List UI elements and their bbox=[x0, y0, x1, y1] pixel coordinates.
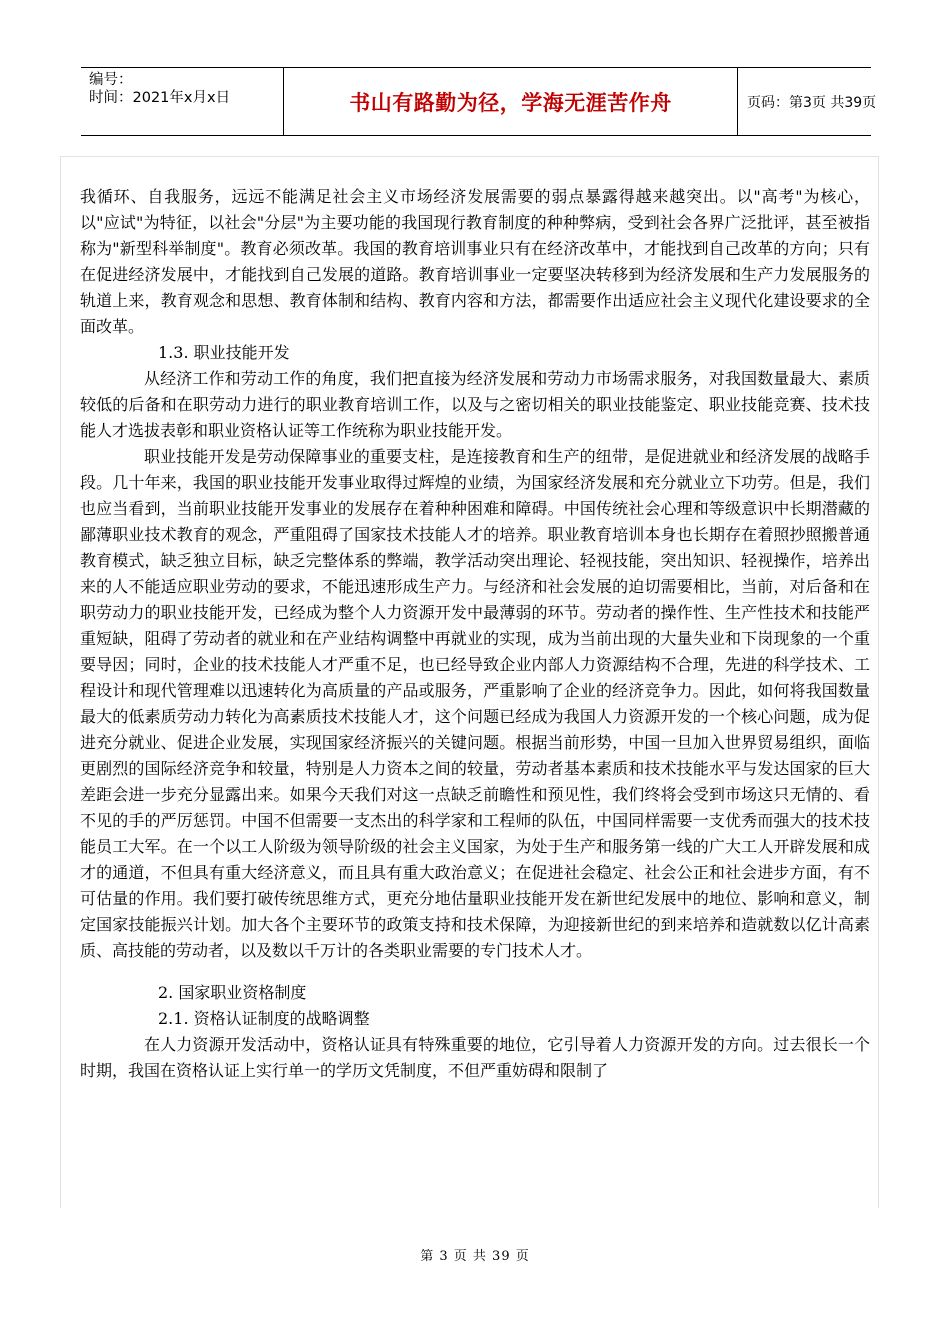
page-footer: 第 3 页 共 39 页 bbox=[420, 1249, 530, 1264]
document-body bbox=[80, 184, 870, 1084]
paragraph: 在人力资源开发活动中，资格认证具有特殊重要的地位，它引导着人力资源开发的方向。过去很长一个时期，我国在资格认证上实行单一的学历文凭制度，不但严重妨碍和限制了 bbox=[80, 1035, 870, 1080]
paragraph: 我循环、自我服务，远远不能满足社会主义市场经济发展需要的弱点暴露得越来越突出。以"高考"为核心，以"应试"为特征，以社会"分层"为主要功能的我国现行教育制度的种种弊病，受到社会各界广泛批评，甚至被指称为"新型科举制度"。教育必须改革。我国的教育培训事业只有在经济改革中，才能找到自己改革的方向；只有在促进经济发展中，才能找到自己发展的道路。教育培训事业一定要坚决转移到为经济发展和生产力发展服务的轨道上来，教育观念和思想、教育体制和结构、教育内容和方法，都需要作出适应社会主义现代化建设要求的全面改革。 bbox=[80, 187, 870, 336]
page-header bbox=[81, 67, 877, 136]
header-motto-cell bbox=[284, 68, 738, 135]
motto: 书山有路勤为径，学海无涯苦作舟 bbox=[349, 90, 672, 115]
time-label: 时间：2021年x月x日 bbox=[89, 90, 231, 106]
header-meta bbox=[81, 68, 284, 135]
number-label: 编号： bbox=[89, 72, 133, 88]
paragraph: 职业技能开发是劳动保障事业的重要支柱，是连接教育和生产的纽带，是促进就业和经济发展的战略手段。几十年来，我国的职业技能开发事业取得过辉煌的业绩，为国家经济发展和充分就业立下功劳。但是，我们也应当看到，当前职业技能开发事业的发展存在着种种困难和障碍。中国传统社会心理和等级意识中长期潜藏的鄙薄职业技术教育的观念，严重阻碍了国家技术技能人才的培养。职业教育培训本身也长期存在着照抄照搬普通教育模式，缺乏独立目标，缺乏完整体系的弊端，教学活动突出理论、轻视技能，突出知识、轻视操作，培养出来的人不能适应职业劳动的要求，不能迅速形成生产力。与经济和社会发展的迫切需要相比，当前，对后备和在职劳动力的职业技能开发，已经成为整个人力资源开发中最薄弱的环节。劳动者的操作性、生产性技术和技能严重短缺，阻碍了劳动者的就业和在产业结构调整中再就业的实现，成为当前出现的大量失业和下岗现象的一个重要导因；同时，企业的技术技能人才严重不足，也已经导致企业内部人力资源结构不合理，先进的科学技术、工程设计和现代管理难以迅速转化为高质量的产品或服务，严重影响了企业的经济竞争力。因此，如何将我国数量最大的低素质劳动力转化为高素质技术技能人才，这个问题已经成为我国人力资源开发的一个核心问题，成为促进充分就业、促进企业发展，实现国家经济振兴的关键问题。根据当前形势，中国一旦加入世界贸易组织，面临更剧烈的国际经济竞争和较量，特别是人力资本之间的较量，劳动者基本素质和技术技能水平与发达国家的巨大差距会进一步充分显露出来。如果今天我们对这一点缺乏前瞻性和预见性，我们终将会受到市场这只无情的、看不见的手的严厉惩罚。中国不但需要一支杰出的科学家和工程师的队伍，中国同样需要一支优秀而强大的技术技能员工大军。在一个以工人阶级为领导阶级的社会主义国家，为处于生产和服务第一线的广大工人开辟发展和成才的通道，不但具有重大经济意义，而且具有重大政治意义；在促进社会稳定、社会公正和社会进步方面，有不可估量的作用。我们要打破传统思维方式，更充分地估量职业技能开发在新世纪发展中的地位、影响和意义，制定国家技能振兴计划。加大各个主要环节的政策支持和技术保障，为迎接新世纪的到来培养和造就数以亿计高素质、高技能的劳动者，以及数以千万计的各类职业需要的专门技术人才。 bbox=[80, 447, 870, 960]
section-heading: 1.3. 职业技能开发 bbox=[158, 343, 290, 362]
header-page-info: 页码：第3页 共39页 bbox=[747, 94, 877, 111]
subsection-heading: 2.1. 资格认证制度的战略调整 bbox=[158, 1009, 370, 1028]
spacer bbox=[80, 964, 870, 980]
paragraph: 从经济工作和劳动工作的角度，我们把直接为经济发展和劳动力市场需求服务，对我国数量最大、素质较低的后备和在职劳动力进行的职业教育培训工作，以及与之密切相关的职业技能鉴定、职业技能竞赛、技术技能人才选拔表彰和职业资格认证等工作统称为职业技能开发。 bbox=[80, 369, 870, 440]
section-heading: 2. 国家职业资格制度 bbox=[158, 983, 307, 1002]
